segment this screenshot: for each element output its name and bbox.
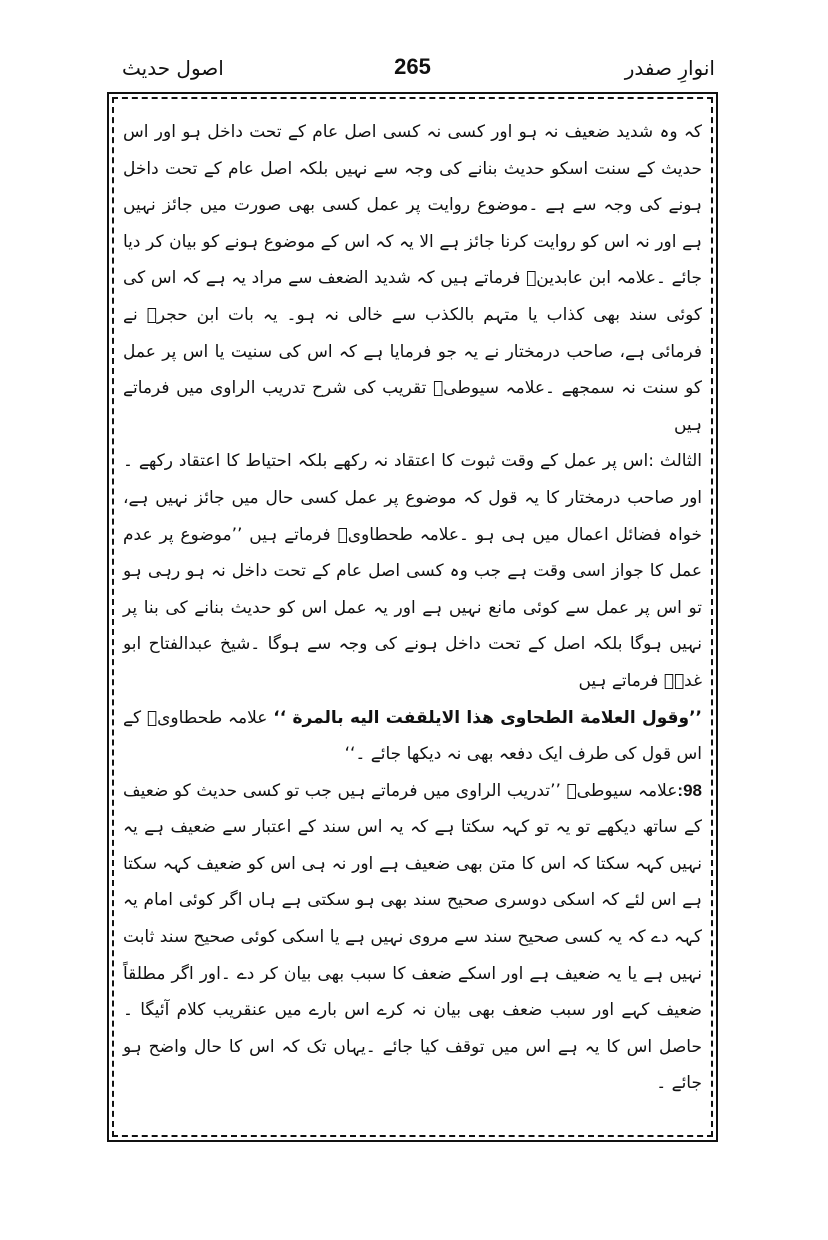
paragraph-3 xyxy=(123,700,702,773)
page-body xyxy=(123,114,702,1102)
page-header xyxy=(110,52,715,92)
paragraph-2: الثالث :اس پر عمل کے وقت ثبوت کا اعتقاد نہ رکھے بلکہ احتیاط کا اعتقاد رکھے ۔اور صاحب درمختار کا یہ قول کہ موضوع پر عمل کسی حال میں جائز نہیں ہے، خواہ فضائل اعمال میں ہی ہو ۔علامہ طحطاویؒ فرماتے ہیں ’’موضوع پر عدم عمل کا جواز اسی وقت ہے جب وہ کسی اصل عام کے تحت داخل نہ ہو رہی ہو تو اس پر عمل سے کوئی مانع نہیں ہے اور یہ عمل اس کو حدیث بنانے کی بنا پر نہیں ہوگا بلکہ اصل کے تحت داخل ہونے کی وجہ سے ہوگا ۔شیخ عبدالفتاح ابو غدہؒ فرماتے ہیں xyxy=(123,451,702,691)
paragraph-3-text: علامہ طحطاویؒ کے اس قول کی طرف ایک دفعہ بھی نہ دیکھا جائے ۔‘‘ xyxy=(123,707,702,765)
paragraph-1: کہ وہ شدید ضعیف نہ ہو اور کسی نہ کسی اصل عام کے تحت داخل ہو اور اس حدیث کے سنت اسکو حدیث بنانے کی وجہ سے نہیں بلکہ اصل عام کے تحت داخل ہونے کی وجہ سے ہے ۔موضوع روایت پر عمل کسی بھی صورت میں جائز نہیں ہے اور نہ اس کو روایت کرنا جائز ہے الا یہ کہ اس کے موضوع ہونے کو بیان کر دیا جائے ۔علامہ ابن عابدینؒ فرماتے ہیں کہ شدید الضعف سے مراد یہ ہے کہ اس کی کوئی سند بھی کذاب یا متہم بالکذب سے خالی نہ ہو۔ یہ بات ابن حجرؒ نے فرمائی ہے، صاحب درمختار نے یہ جو فرمایا ہے کہ اس کی سنیت یا اس پر عمل کو سنت نہ سمجھے ۔علامہ سیوطیؒ تقریب کی شرح تدریب الراوی میں فرماتے ہیں xyxy=(123,122,702,435)
arabic-quote: ’’وقول العلامة الطحاوی هذا الایلقفت الیه بالمرة ‘‘ xyxy=(273,707,703,728)
page-border xyxy=(107,92,718,1142)
paragraph-4-text: علامہ سیوطیؒ ’’تدریب الراوی میں فرماتے ہیں جب تو کسی حدیث کو ضعیف کے ساتھ دیکھے تو یہ تو کہہ سکتا ہے کہ یہ اس سند کے اعتبار سے ضعیف ہے یہ نہیں کہہ سکتا کہ اس کا متن بھی ضعیف ہے اور نہ ہی اس کو ضعیف کہہ سکتا ہے اس لئے کہ اسکی دوسری صحیح سند بھی ہو سکتی ہے ہاں اگر کوئی امام یہ کہہ دے کہ یہ کسی صحیح سند سے مروی نہیں ہے یا اسکی کوئی صحیح سند ثابت نہیں ہے یا یہ ضعیف ہے اور اسکے ضعف کا سبب بھی بیان کر دے ۔اور اگر مطلقاً ضعیف کہے اور سبب ضعف بھی بیان نہ کرے اس بارے میں عنقریب کلام آئیگا ۔حاصل اس کا یہ ہے اس میں توقف کیا جائے ۔یہاں تک کہ اس کا حال واضح ہو جائے ۔ xyxy=(123,780,702,1094)
paragraph-4 xyxy=(123,773,702,1102)
book-title: انوارِ صفدر xyxy=(624,56,715,80)
section-title: اصول حدیث xyxy=(122,56,224,80)
item-number: 98: xyxy=(677,780,702,800)
page-number: 265 xyxy=(394,54,431,79)
